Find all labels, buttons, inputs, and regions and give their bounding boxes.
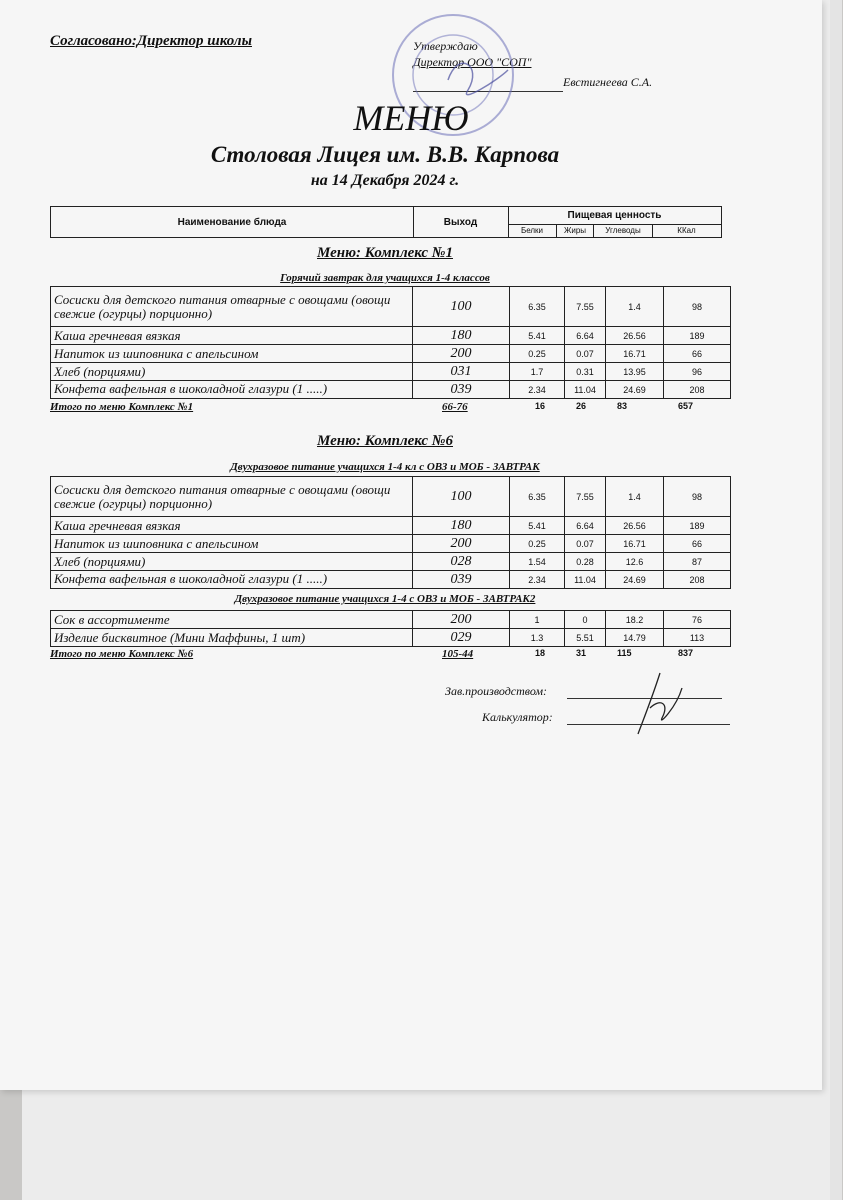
dish-kcal: 87 [664, 553, 731, 571]
dish-kcal: 76 [664, 611, 731, 629]
dish-fats: 0.31 [565, 363, 606, 381]
complex1-subtitle: Горячий завтрак для учащихся 1-4 классов [280, 272, 490, 284]
dish-proteins: 2.34 [510, 381, 565, 399]
dish-name: Хлеб (порциями) [51, 363, 413, 381]
table-row [51, 611, 731, 629]
dish-name-cell [51, 571, 413, 589]
dish-output: 180 [413, 327, 510, 345]
complex1-title: Меню: Комплекс №1 [317, 245, 453, 261]
header-output: Выход [413, 207, 509, 237]
dish-output: 200 [413, 535, 510, 553]
dish-output: 100 [413, 477, 510, 517]
total-label: Итого по меню Комплекс №1 [50, 401, 194, 413]
dish-carbs: 1.4 [606, 477, 664, 517]
table-row [51, 629, 731, 647]
total-fats: 26 [576, 401, 587, 411]
dish-carbs: 24.69 [606, 571, 664, 589]
dish-fats: 5.51 [565, 629, 606, 647]
manager-signature [630, 668, 690, 740]
dish-fats: 6.64 [565, 327, 606, 345]
dish-carbs: 26.56 [606, 517, 664, 535]
dish-carbs: 16.71 [606, 345, 664, 363]
total-carbs: 83 [617, 401, 628, 411]
dish-output: 039 [413, 571, 510, 589]
complex1-total [50, 401, 722, 415]
dish-fats: 0.28 [565, 553, 606, 571]
dish-kcal: 189 [664, 327, 731, 345]
table-row [51, 553, 731, 571]
menu-date: на 14 Декабря 2024 г. [310, 172, 460, 189]
dish-output: 031 [413, 363, 510, 381]
dish-fats: 7.55 [565, 477, 606, 517]
dish-output: 180 [413, 517, 510, 535]
table-row [51, 517, 731, 535]
dish-proteins: 6.35 [510, 477, 565, 517]
total-proteins: 16 [535, 401, 546, 411]
table-header [50, 206, 722, 238]
dish-kcal: 189 [664, 517, 731, 535]
dish-kcal: 96 [664, 363, 731, 381]
dish-proteins: 5.41 [510, 517, 565, 535]
dish-proteins: 0.25 [510, 535, 565, 553]
agreed-label: Согласовано:Директор школы [50, 33, 252, 49]
dish-name: Напиток из шиповника с апельсином [51, 535, 413, 553]
dish-kcal: 113 [664, 629, 731, 647]
dish-fats: 0 [565, 611, 606, 629]
dish-name: Каша гречневая вязкая [51, 517, 413, 535]
header-proteins: Белки [508, 225, 557, 237]
dish-output: 200 [413, 345, 510, 363]
total-label: Итого по меню Комплекс №6 [50, 648, 194, 660]
total-kcal: 837 [678, 648, 694, 658]
complex6-title: Меню: Комплекс №6 [317, 433, 453, 449]
total-kcal: 657 [678, 401, 694, 411]
dish-name: Каша гречневая вязкая [51, 327, 413, 345]
table-row [51, 571, 731, 589]
dish-output: 100 [413, 287, 510, 327]
approve-line-1: Утверждаю [413, 39, 478, 53]
approve-line-2: Директор ООО "СОП" [413, 55, 532, 69]
canteen-name: Столовая Лицея им. В.В. Карпова [210, 142, 560, 167]
dish-kcal: 98 [664, 287, 731, 327]
complex6-total [50, 648, 722, 662]
dish-proteins: 6.35 [510, 287, 565, 327]
dish-output: 028 [413, 553, 510, 571]
table-row [51, 381, 731, 399]
dish-kcal: 66 [664, 535, 731, 553]
dish-kcal: 98 [664, 477, 731, 517]
dish-proteins: 0.25 [510, 345, 565, 363]
dish-proteins: 1.54 [510, 553, 565, 571]
dish-fats: 11.04 [565, 381, 606, 399]
dish-fats: 6.64 [565, 517, 606, 535]
dish-fats: 0.07 [565, 345, 606, 363]
total-output: 105-44 [442, 648, 474, 660]
dish-name: Изделие бисквитное (Мини Маффины, 1 шт) [51, 629, 413, 647]
complex6-table-2 [50, 610, 731, 647]
dish-output: 029 [413, 629, 510, 647]
table-row [51, 345, 731, 363]
dish-proteins: 2.34 [510, 571, 565, 589]
dish-carbs: 14.79 [606, 629, 664, 647]
dish-carbs: 16.71 [606, 535, 664, 553]
header-carbs: Углеводы [594, 225, 653, 237]
total-fats: 31 [576, 648, 587, 658]
table-row [51, 327, 731, 345]
dish-fats: 11.04 [565, 571, 606, 589]
complex6-table [50, 476, 731, 589]
production-manager-label: Зав.производством: [445, 684, 548, 698]
dish-name-cell [51, 381, 413, 399]
dish-carbs: 18.2 [606, 611, 664, 629]
dish-name: Конфета вафельная в шоколадной глазури (1 .....) [54, 571, 328, 586]
dish-name: Сок в ассортименте [51, 611, 413, 629]
header-fats: Жиры [557, 225, 594, 237]
dish-carbs: 12.6 [606, 553, 664, 571]
dish-proteins: 5.41 [510, 327, 565, 345]
dish-proteins: 1.3 [510, 629, 565, 647]
table-row [51, 363, 731, 381]
header-nutrition: Пищевая ценность [508, 207, 721, 225]
table-row [51, 535, 731, 553]
dish-carbs: 24.69 [606, 381, 664, 399]
header-name: Наименование блюда [51, 207, 414, 237]
dish-name: Хлеб (порциями) [51, 553, 413, 571]
dish-name: Сосиски для детского питания отварные с овощами (овощи свежие (огурцы) порционно) [51, 477, 413, 517]
total-output: 66-76 [442, 401, 468, 413]
dish-fats: 7.55 [565, 287, 606, 327]
complex6-subtitle: Двухразовое питание учащихся 1-4 кл с ОВЗ и МОБ - ЗАВТРАК [230, 461, 540, 473]
dish-output: 200 [413, 611, 510, 629]
dish-kcal: 208 [664, 381, 731, 399]
dish-name: Сосиски для детского питания отварные с овощами (овощи свежие (огурцы) порционно) [51, 287, 413, 327]
dish-name: Конфета вафельная в шоколадной глазури (1 .....) [54, 381, 328, 396]
dish-kcal: 208 [664, 571, 731, 589]
complex1-table [50, 286, 731, 399]
dish-kcal: 66 [664, 345, 731, 363]
calculator-label: Калькулятор: [482, 710, 553, 724]
dish-name: Напиток из шиповника с апельсином [51, 345, 413, 363]
header-kcal: ККал [677, 226, 696, 235]
dish-proteins: 1 [510, 611, 565, 629]
dish-carbs: 13.95 [606, 363, 664, 381]
dish-carbs: 26.56 [606, 327, 664, 345]
dish-proteins: 1.7 [510, 363, 565, 381]
table-row [51, 287, 731, 327]
total-proteins: 18 [535, 648, 546, 658]
page-title: МЕНЮ [353, 98, 469, 138]
dish-carbs: 1.4 [606, 287, 664, 327]
complex6-subtitle-2: Двухразовое питание учащихся 1-4 с ОВЗ и МОБ - ЗАВТРАК2 [234, 593, 536, 605]
director-name: Евстигнеева С.А. [563, 75, 653, 89]
total-carbs: 115 [617, 648, 632, 658]
dish-fats: 0.07 [565, 535, 606, 553]
dish-output: 039 [413, 381, 510, 399]
table-row [51, 477, 731, 517]
